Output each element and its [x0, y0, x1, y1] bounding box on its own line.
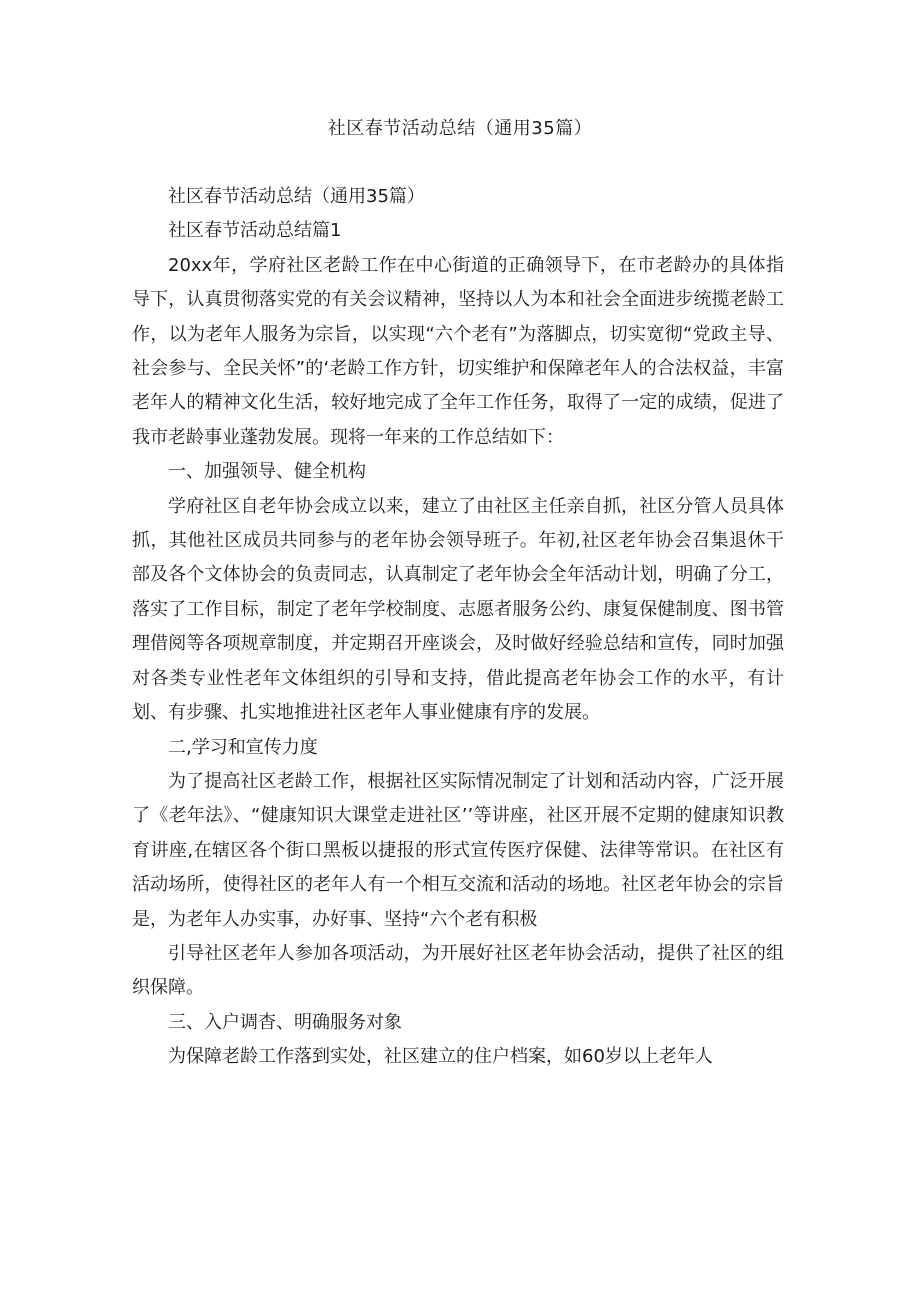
- section-heading: 三、入户调杳、明确服务对象: [168, 1011, 402, 1033]
- section-heading: 一、加强领导、健全机构: [168, 461, 366, 483]
- section-heading: 社区春节活动总结篇1: [168, 220, 342, 242]
- body-paragraph: 引导社区老年人参加各项活动，为开展好社区老年协会活动，提供了社区的组织保障。: [132, 942, 784, 999]
- document-title: 社区春节活动总结（通用35篇）: [327, 118, 593, 139]
- body-paragraph: 为保障老龄工作落到实处，社区建立的住户档案，如60岁以上老年人: [168, 1046, 713, 1068]
- document-body: [132, 180, 784, 1075]
- body-paragraph: 20xx年，学府社区老龄工作在中心街道的正确领导下，在市老龄办的具体指导下，认真贯彻落实党的有关会议精神，坚持以人为本和社会全面进步统揽老龄工作，以为老年人服务为宗旨，以实现“六个老有”为落脚点，切实宽彻“党政主导、社会参与、全民关怀”的‘老龄工作方针，切实维护和保障老年人的合法权益，丰富老年人的精神文化生活，较好地完成了全年工作任务，取得了一定的成绩，促进了我市老龄事业蓬勃发展。现将一年来的工作总结如下：: [132, 254, 784, 448]
- subtitle-paragraph: 社区春节活动总结（通用35篇）: [168, 186, 425, 207]
- body-paragraph: 为了提高社区老龄工作，根据社区实际情况制定了计划和活动内容，广泛开展了《老年法》、“健康知识大课堂走进社区’’等讲座，社区开展不定期的健康知识教育讲座,在辖区各个街口黑板以捷报的形式宣传医疗保健、法律等常识。在社区有活动场所，使得社区的老年人有一个相互交流和活动的场地。社区老年协会的宗旨是，为老年人办实事，办好事、坚持“六个老有积极: [132, 770, 784, 930]
- body-paragraph: 学府社区自老年协会成立以来，建立了由社区主任亲自抓，社区分管人员具体抓，其他社区成员共同参与的老年协会领导班子。年初,社区老年协会召集退休干部及各个文体协会的负责同志，认真制定了老年协会全年活动计划，明确了分工，落实了工作目标，制定了老年学校制度、志愿者服务公约、康复保健制度、图书管理借阅等各项规章制度，并定期召开座谈会，及时做好经验总结和宣传，同时加强对各类专业性老年文体组织的引导和支持，借此提高老年协会工作的水平，有计划、有步骤、扎实地推进社区老年人事业健康有序的发展。: [132, 495, 784, 724]
- section-heading: 二,学习和宣传力度: [168, 736, 318, 758]
